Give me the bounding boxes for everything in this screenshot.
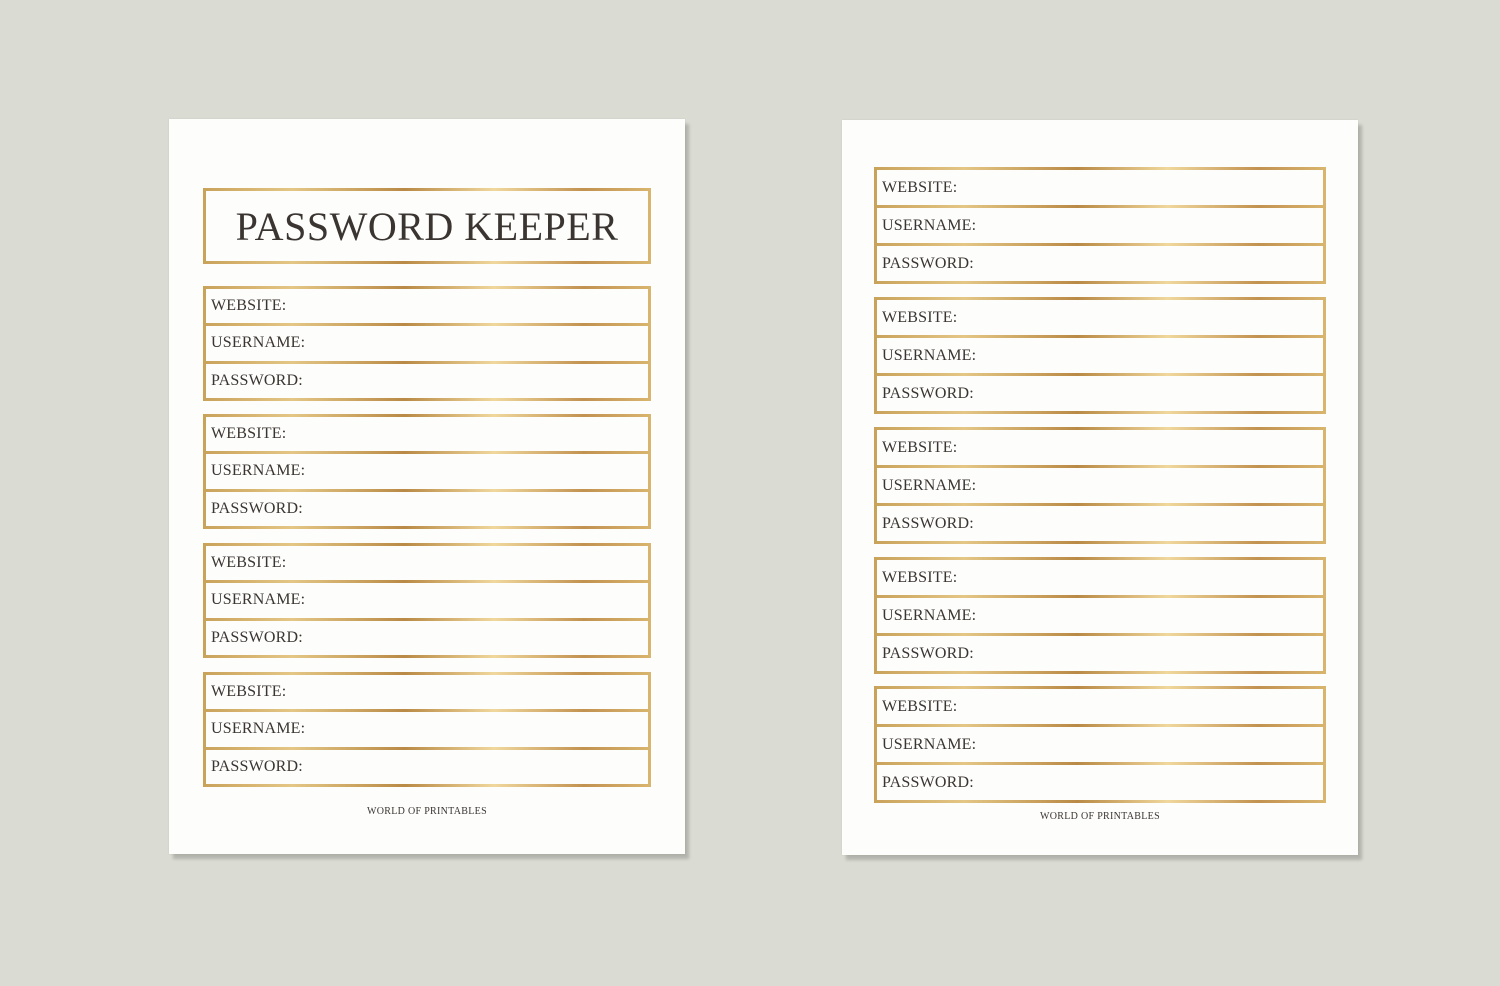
password-field[interactable]: PASSWORD:	[206, 364, 648, 398]
password-entry	[874, 167, 1326, 284]
password-field[interactable]: PASSWORD:	[206, 750, 648, 784]
password-field[interactable]: PASSWORD:	[877, 246, 1323, 281]
username-field[interactable]: USERNAME:	[877, 598, 1323, 633]
website-field[interactable]: WEBSITE:	[206, 289, 648, 323]
website-field[interactable]: WEBSITE:	[206, 417, 648, 451]
left-page	[169, 119, 685, 854]
password-entry	[874, 557, 1326, 674]
username-field[interactable]: USERNAME:	[877, 727, 1323, 762]
password-field[interactable]: PASSWORD:	[877, 506, 1323, 541]
website-field[interactable]: WEBSITE:	[206, 546, 648, 580]
right-page	[842, 120, 1358, 855]
website-field[interactable]: WEBSITE:	[877, 689, 1323, 724]
password-entry	[203, 543, 651, 658]
footer-brand: WORLD OF PRINTABLES	[1040, 811, 1160, 822]
password-entry	[874, 686, 1326, 803]
website-field[interactable]: WEBSITE:	[877, 560, 1323, 595]
password-entry	[874, 297, 1326, 414]
password-field[interactable]: PASSWORD:	[877, 765, 1323, 800]
page-title: PASSWORD KEEPER	[235, 203, 619, 249]
password-entry	[874, 427, 1326, 544]
username-field[interactable]: USERNAME:	[877, 208, 1323, 243]
username-field[interactable]: USERNAME:	[877, 338, 1323, 373]
title-box	[206, 191, 648, 261]
footer-brand: WORLD OF PRINTABLES	[367, 806, 487, 817]
password-field[interactable]: PASSWORD:	[206, 492, 648, 526]
username-field[interactable]: USERNAME:	[877, 468, 1323, 503]
website-field[interactable]: WEBSITE:	[877, 170, 1323, 205]
username-field[interactable]: USERNAME:	[206, 712, 648, 746]
website-field[interactable]: WEBSITE:	[877, 300, 1323, 335]
username-field[interactable]: USERNAME:	[206, 454, 648, 488]
password-entry	[203, 286, 651, 401]
website-field[interactable]: WEBSITE:	[877, 430, 1323, 465]
password-entry	[203, 414, 651, 529]
password-entry	[203, 672, 651, 787]
password-field[interactable]: PASSWORD:	[206, 621, 648, 655]
password-field[interactable]: PASSWORD:	[877, 636, 1323, 671]
username-field[interactable]: USERNAME:	[206, 583, 648, 617]
website-field[interactable]: WEBSITE:	[206, 675, 648, 709]
title-frame	[203, 188, 651, 264]
username-field[interactable]: USERNAME:	[206, 326, 648, 360]
password-field[interactable]: PASSWORD:	[877, 376, 1323, 411]
